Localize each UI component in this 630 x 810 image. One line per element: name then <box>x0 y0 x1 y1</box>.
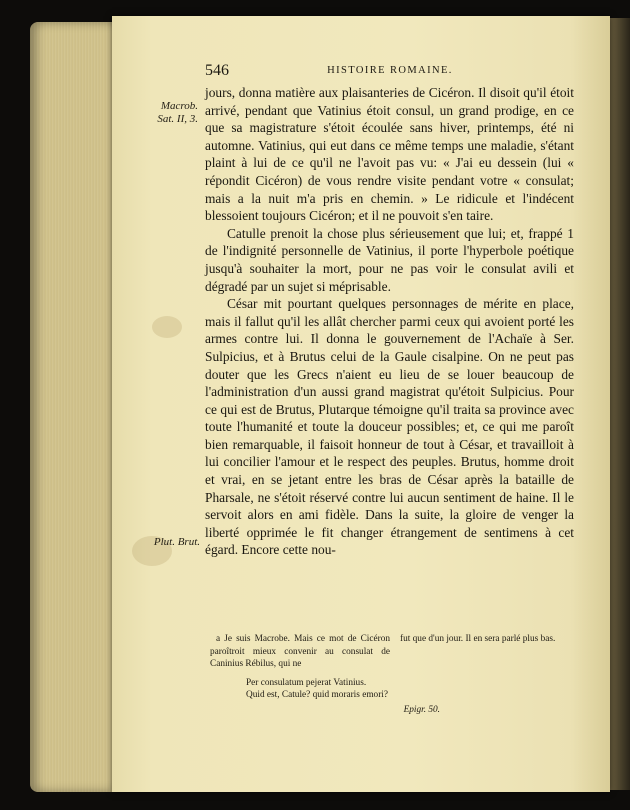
verse-line: Quid est, Catule? quid moraris emori? <box>246 690 388 700</box>
margin-note-plut: Plut. Brut. <box>153 536 200 548</box>
running-title: HISTOIRE ROMAINE. <box>327 65 453 76</box>
right-page-edge <box>610 18 630 790</box>
footnote-verse <box>246 677 570 702</box>
paragraph: jours, donna matière aux plaisanteries de Cicéron. Il disoit qu'il étoit arrivé, pendant que Vatinius étoit consul, un grand prodige, en ce que sa magistrature s'étoit écoulée sans hiver, printemps, été ni automne. Vatinius, qui eut dans ce même temps une maladie, s'étant plaint à lui de ce qu'il ne l'avoit pas vu: « J'ai eu dessein (lui « répondit Cicéron) de vous rendre visite pendant votre « consulat; mais a la nuit m'a pris en chemin. » Le ridicule et l'indécent blessoient toujours Cicéron; et il ne pouvoit s'en taire. <box>205 85 574 224</box>
margin-note-line: Macrob. <box>160 100 198 112</box>
margin-note-line: Sat. II, 3. <box>157 113 198 125</box>
footnote-a-left: a Je suis Macrobe. Mais ce mot de Cicéron paroîtroit mieux convenir au consulat de Caninius Rébilus, qui ne <box>210 634 390 669</box>
body-text <box>205 84 574 559</box>
paragraph: César mit pourtant quelques personnages de mérite en place, mais il fallut qu'il les allât chercher parmi ceux qui avoient porté les armes contre lui. Il donna le gouvernement de l'Achaïe à Ser. Sulpicius, et à Brutus celui de la Gaule cisalpine. On ne peut pas douter que les Grecs n'aient eu lieu de se louer beaucoup de l'administration d'un aussi grand magistrat qu'étoit Sulpicius. Pour ce qui est de Brutus, Plutarque témoigne qu'il traita sa province avec toute l'humanité et toute la douceur possibles; et, ce qui me paroît bien remarquable, il faisoit honneur de tout à César, et travailloit à lui concilier l'amour et le respect des peuples. Brutus, homme droit et vrai, en se jetant entre les bras de César après la bataille de Pharsale, ne s'étoit réservé contre lui aucun sentiment de haine. Il le servoit alors en ami fidèle. Dans la suite, la gloire de venger la liberté opprimée le fit changer étrangement de sentimens à cet égard. Encore cette nou- <box>205 296 574 558</box>
page-number: 546 <box>205 62 229 79</box>
footnote-source: Epigr. 50. <box>403 704 440 715</box>
footnotes <box>210 633 570 716</box>
page-edges-stack <box>30 22 120 792</box>
paper-stain <box>152 316 182 338</box>
footnote-a-right: fut que d'un jour. Il en sera parlé plus bas. <box>400 634 556 644</box>
paragraph: Catulle prenoit la chose plus sérieusement que lui; et, frappé 1 de l'indignité personnelle de Vatinius, il porte l'hyperbole poétique jusqu'à souhaiter la mort, pour ne pas voir le consulat avili et dégradé par un sujet si méprisable. <box>205 225 574 294</box>
page-header <box>205 62 575 82</box>
verse-line: Per consulatum pejerat Vatinius. <box>246 677 367 688</box>
margin-note-macrob <box>130 100 198 126</box>
